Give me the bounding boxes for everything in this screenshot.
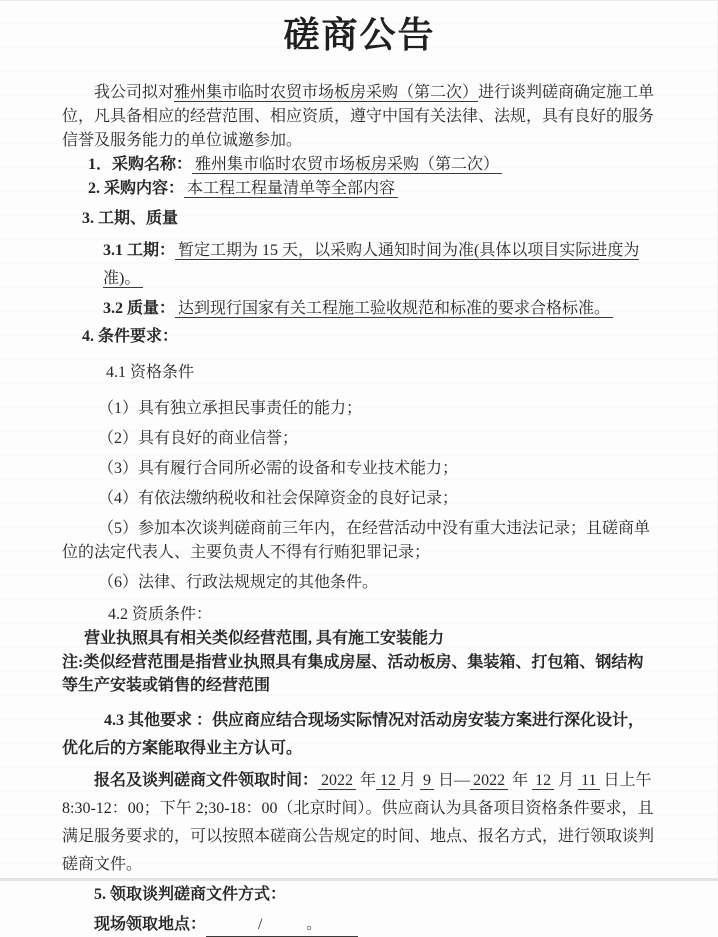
page-title: 磋商公告 xyxy=(283,15,436,55)
intro-project-name-underlined: 雅州集市临时农贸市场板房采购（第二次） xyxy=(174,84,479,101)
item-1-value-underlined: 雅州集市临时农贸市场板房采购（第二次） xyxy=(192,156,502,174)
registration-time-paragraph xyxy=(62,767,657,879)
item-3-2-value-underlined: 达到现行国家有关工程施工验收规范和标准的要求合格标准。 xyxy=(175,300,613,318)
section-4-3-other-requirements xyxy=(62,707,657,763)
pickup-location-slash: / xyxy=(258,916,263,933)
registration-year1-unit: 年 xyxy=(356,772,377,789)
item-2-procurement-content xyxy=(88,177,657,201)
pickup-location-line xyxy=(94,913,657,937)
qualification-item-2: （2）具有良好的商业信誉； xyxy=(98,430,299,447)
registration-year1-underlined: 2022 xyxy=(318,772,356,790)
item-2-label: 2. 采购内容： xyxy=(88,180,185,197)
section-5-heading: 5. 领取谈判磋商文件方式： xyxy=(94,886,287,903)
registration-label: 报名及谈判磋商文件领取时间： xyxy=(94,772,319,789)
document-content xyxy=(0,13,717,937)
registration-year2-unit: 年 xyxy=(508,772,533,789)
section-4-2-note: 注:类似经营范围是指营业执照具有集成房屋、活动板房、集装箱、打包箱、钢结构等生产安装或销售的经营范围 xyxy=(62,654,644,694)
pickup-location-period: 。 xyxy=(306,918,321,933)
item-3-1-value-underlined: 暂定工期为 15 天，以采购人通知时间为准(具体以项目实际进度为准)。 xyxy=(103,242,640,287)
item-1-label: 1．采购名称： xyxy=(88,156,193,173)
registration-month2-underlined: 12 xyxy=(532,772,554,790)
section-4-3-text: 供应商应结合现场实际情况对活动房安装方案进行深化设计，优化后的方案能取得业主方认可。 xyxy=(62,712,645,757)
item-3-2-quality xyxy=(103,295,657,323)
item-3-2-label: 3.2 质量： xyxy=(103,300,176,317)
section-4-1-heading: 4.1 资格条件 xyxy=(106,364,195,381)
qualification-item-5: （5）参加本次谈判磋商前三年内，在经营活动中没有重大违法记录；且磋商单位的法定代表人、主要负责人不得有行贿犯罪记录； xyxy=(62,520,651,561)
item-1-procurement-name xyxy=(88,153,657,177)
section-4-2-heading: 4.2 资质条件： xyxy=(108,606,213,623)
registration-day1-underlined: 9 xyxy=(420,772,434,790)
section-4-2-requirement: 营业执照具有相关类似经营范围, 具有施工安装能力 xyxy=(84,630,445,647)
pickup-location-label: 现场领取地点： xyxy=(94,916,207,933)
intro-paragraph xyxy=(62,81,657,153)
section-4-heading: 4. 条件要求： xyxy=(82,328,179,345)
pickup-location-blank-field xyxy=(206,915,358,937)
qualification-item-1: （1）具有独立承担民事责任的能力； xyxy=(98,400,363,417)
item-3-1-duration xyxy=(103,237,657,293)
qualification-item-4: （4）有依法缴纳税收和社会保障资金的良好记录； xyxy=(98,490,459,507)
intro-suffix: 进行谈判磋商确定施工单位，凡具备相应的经营范围、相应资质，遵守中国有关法律、法规，具有良好的服务信誉及服务能力的单位诚邀参加。 xyxy=(62,84,655,149)
qualification-item-3: （3）具有履行合同所必需的设备和专业技术能力； xyxy=(98,460,459,477)
registration-day2-underlined: 11 xyxy=(578,772,599,790)
registration-tail: 日上午 8:30-12：00；下午 2;30-18：00（北京时间）。供应商认为具备项目资格条件要求，且满足服务要求的，可以按照本磋商公告规定的时间、地点、报名方式，进行领取谈判磋商文件。 xyxy=(62,772,655,873)
intro-prefix: 我公司拟对 xyxy=(94,84,175,101)
registration-month2-unit: 月 xyxy=(554,772,579,789)
registration-year2-underlined: 2022 xyxy=(470,772,508,790)
registration-month1-underlined: 12 xyxy=(376,772,401,789)
item-2-value-underlined: 本工程工程量清单等全部内容 xyxy=(184,180,398,198)
registration-month1-unit: 月 xyxy=(400,772,421,789)
section-3-heading: 3. 工期、质量 xyxy=(82,210,179,227)
qualification-item-6: （6）法律、行政法规规定的其他条件。 xyxy=(98,574,379,591)
item-3-1-label: 3.1 工期： xyxy=(103,242,176,259)
registration-day1-unit: 日— xyxy=(434,772,471,789)
section-4-3-label: 4.3 其他要求 ： xyxy=(104,712,213,729)
